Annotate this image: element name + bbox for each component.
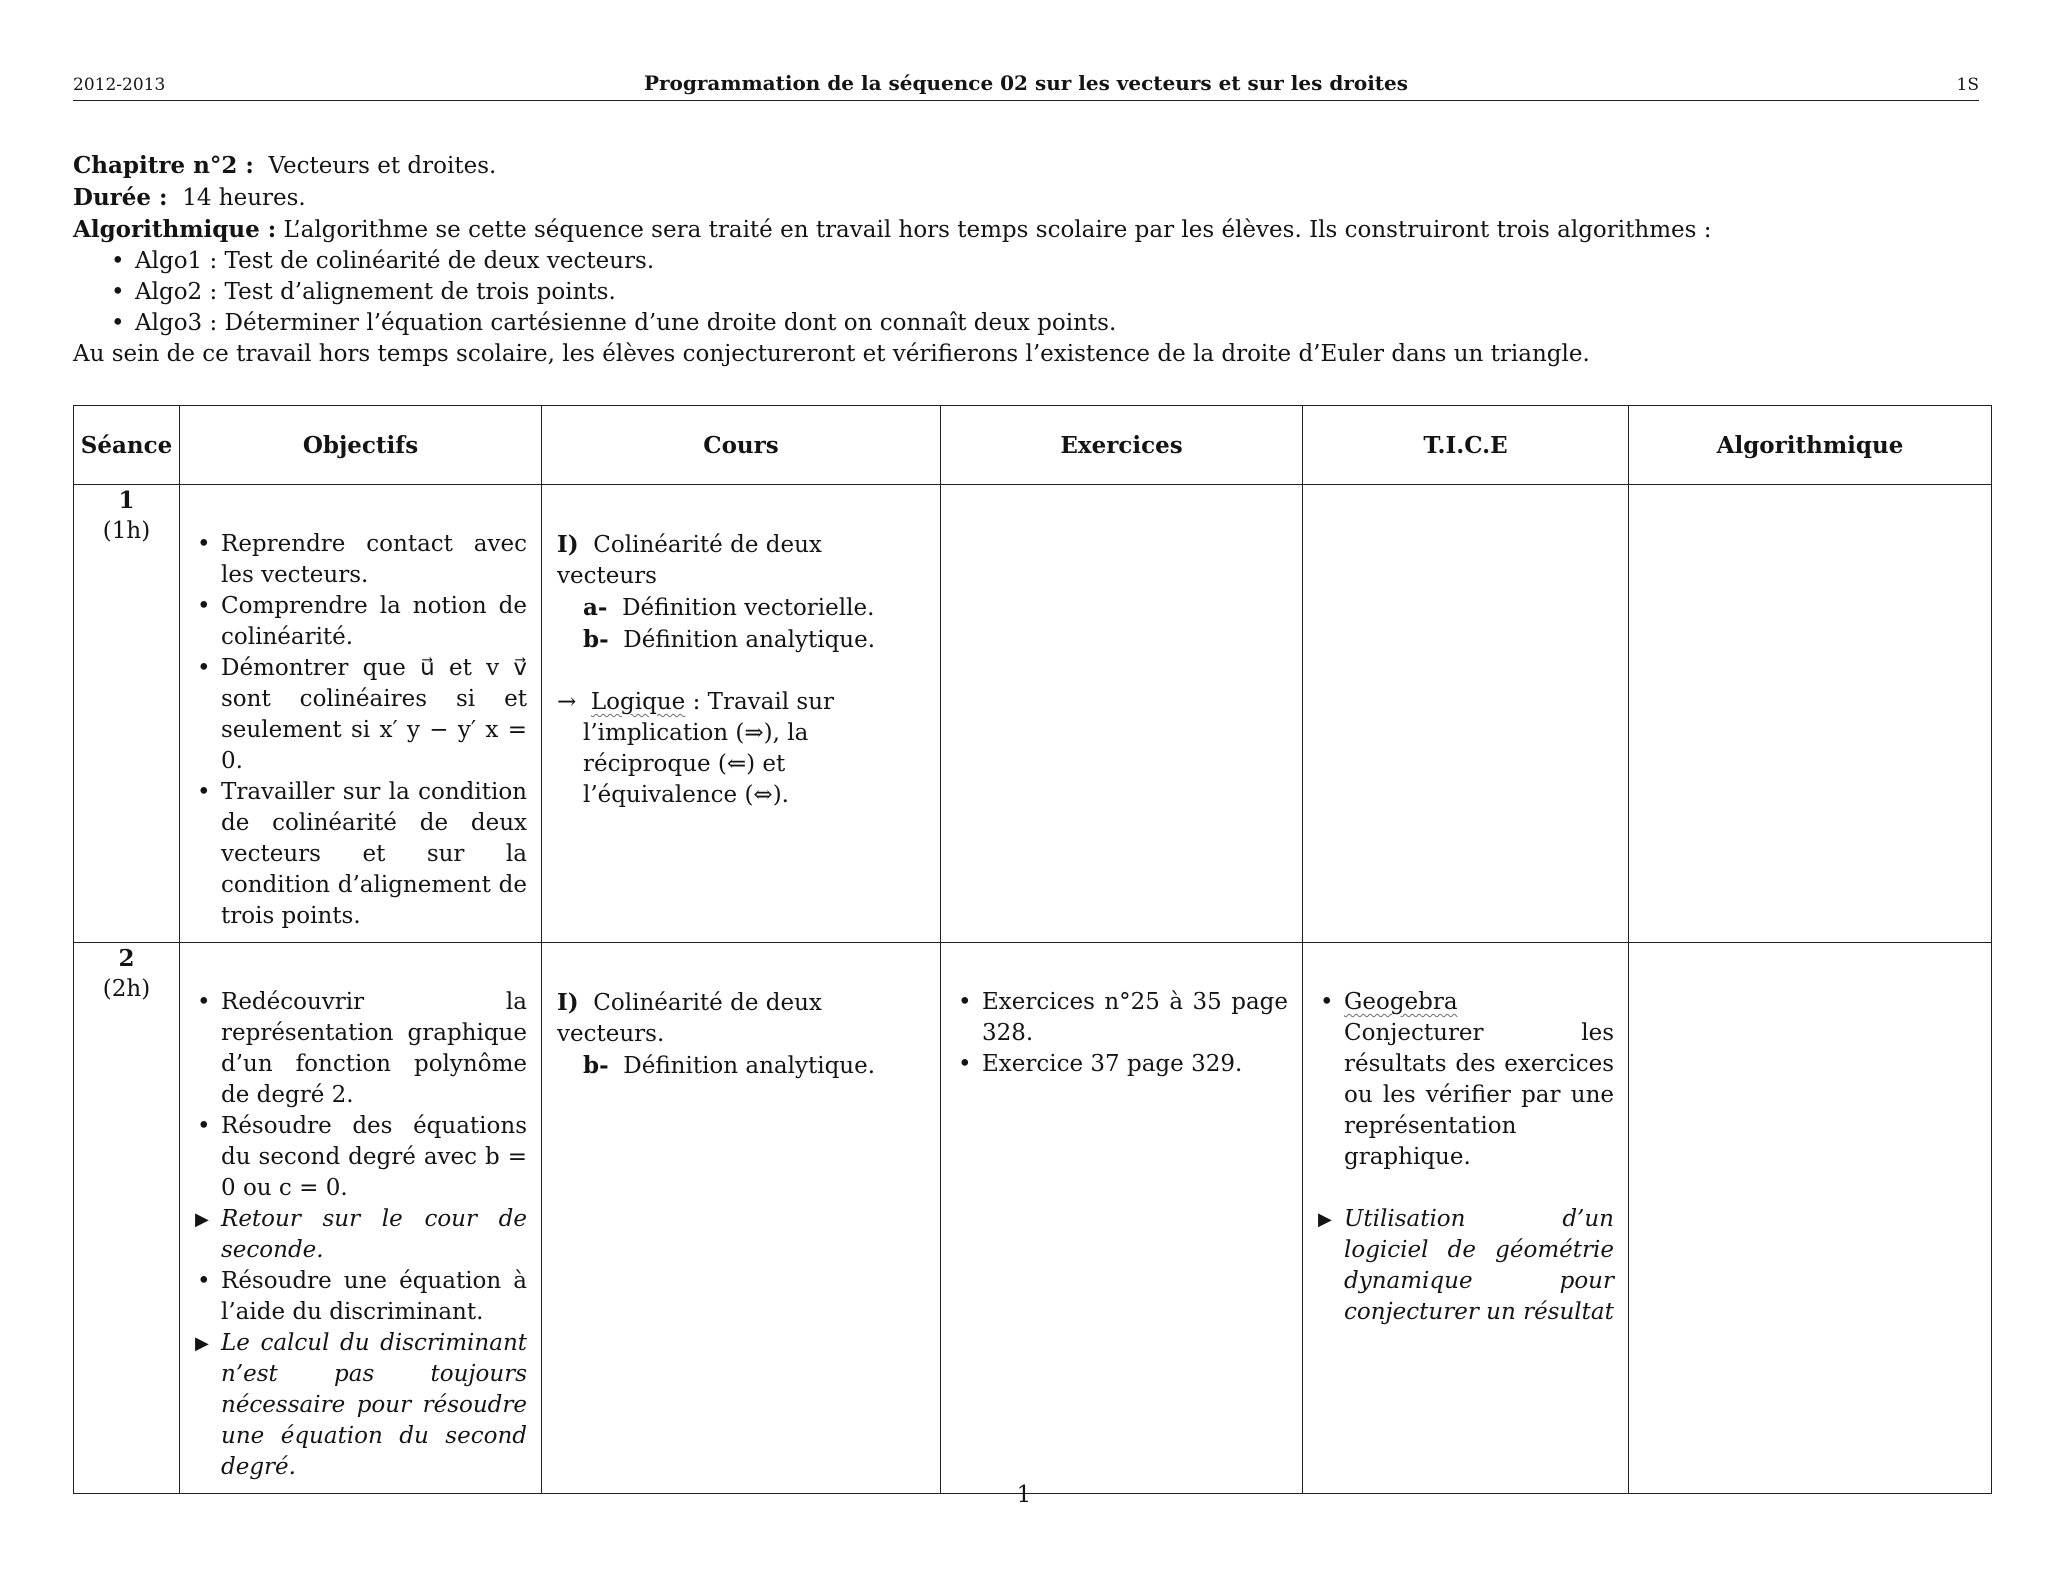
- duree-line: [73, 182, 1973, 214]
- chapitre-label: Chapitre n°2 :: [73, 152, 254, 179]
- section-number: I): [557, 989, 579, 1016]
- column-header-exercices: Exercices: [941, 406, 1303, 485]
- list-item: • Résoudre une équation à l’aide du discriminant.: [195, 1266, 527, 1328]
- list-item: • Reprendre contact avec les vecteurs.: [195, 529, 527, 591]
- seance-cell: [74, 943, 180, 1494]
- list-item: • Algo2 : Test d’alignement de trois points.: [111, 277, 1973, 308]
- column-header-seance: Séance: [74, 406, 180, 485]
- seance-number: 2: [118, 945, 135, 972]
- page-header: [73, 70, 1979, 101]
- page-number: 1: [1016, 1482, 1032, 1508]
- subitem-text: Définition vectorielle.: [622, 595, 875, 621]
- logic-text: : Travail sur l’implication (⇒), la réciproque (⇐) et l’équivalence (⇔).: [583, 689, 835, 808]
- cours-section: [557, 529, 926, 592]
- subitem-text: Définition analytique.: [623, 627, 876, 653]
- conclusion-line: Au sein de ce travail hors temps scolaire, les élèves conjectureront et vérifierons l’existence de la droite d’Euler dans un triangle.: [73, 341, 1590, 367]
- section-number: I): [557, 531, 579, 558]
- list-item: • Algo3 : Déterminer l’équation cartésienne d’une droite dont on connaît deux points.: [111, 308, 1973, 339]
- list-item: • Exercice 37 page 329.: [956, 1049, 1288, 1080]
- logic-word: Logique: [590, 689, 686, 715]
- section-title: Colinéarité de deux vecteurs: [557, 532, 822, 589]
- list-item: [1318, 987, 1614, 1173]
- programmation-table: [73, 405, 1992, 1494]
- list-item: ▶ Le calcul du discriminant n’est pas toujours nécessaire pour résoudre une équation du second degré.: [195, 1328, 527, 1483]
- arrow-icon: →: [557, 689, 577, 715]
- objectifs-list: [195, 529, 527, 932]
- tice-cell: [1303, 485, 1629, 943]
- column-header-cours: Cours: [542, 406, 941, 485]
- objectifs-cell: [180, 943, 542, 1494]
- cours-subitem: [557, 624, 926, 656]
- tice-cell: [1303, 943, 1629, 1494]
- exercices-cell: [941, 943, 1303, 1494]
- header-class: 1S: [1956, 75, 1979, 95]
- algorithmique-cell: [1629, 485, 1992, 943]
- list-item: • Travailler sur la condition de colinéarité de deux vecteurs et sur la condition d’alignement de trois points.: [195, 777, 527, 932]
- cours-cell: [542, 943, 941, 1494]
- tice-software: Geogebra: [1344, 989, 1458, 1015]
- cours-cell: [542, 485, 941, 943]
- table-row: [74, 943, 1992, 1494]
- tice-note: ▶ Utilisation d’un logiciel de géométrie dynamique pour conjecturer un résultat: [1318, 1204, 1614, 1328]
- subitem-text: Définition analytique.: [623, 1053, 876, 1079]
- list-item: • Résoudre des équations du second degré avec b = 0 ou c = 0.: [195, 1111, 527, 1204]
- cours-subitem: [557, 592, 926, 624]
- list-item: • Exercices n°25 à 35 page 328.: [956, 987, 1288, 1049]
- subitem-label: a-: [583, 594, 608, 621]
- column-header-tice: T.I.C.E: [1303, 406, 1629, 485]
- table-row: [74, 485, 1992, 943]
- header-year: 2012-2013: [73, 75, 166, 95]
- chapitre-value: Vecteurs et droites.: [268, 153, 497, 179]
- algo-line: [73, 214, 1973, 246]
- table-header-row: [74, 406, 1992, 485]
- tice-note-list: [1318, 1204, 1614, 1328]
- exercices-list: [956, 987, 1288, 1080]
- list-item: • Démontrer que u⃗ et v v⃗ sont colinéaires si et seulement si x′ y − y′ x = 0.: [195, 653, 527, 777]
- objectifs-cell: [180, 485, 542, 943]
- column-header-algorithmique: Algorithmique: [1629, 406, 1992, 485]
- logic-note: [557, 687, 926, 811]
- seance-number: 1: [118, 487, 135, 514]
- section-title: Colinéarité de deux vecteurs.: [557, 990, 822, 1047]
- tice-text: Conjecturer les résultats des exercices ou les vérifier par une représentation graphique.: [1344, 1020, 1614, 1170]
- column-header-objectifs: Objectifs: [180, 406, 542, 485]
- seance-duration: (1h): [102, 518, 151, 544]
- list-item: • Algo1 : Test de colinéarité de deux vecteurs.: [111, 246, 1973, 277]
- header-title: Programmation de la séquence 02 sur les vecteurs et sur les droites: [643, 71, 1409, 95]
- algo-label: Algorithmique :: [73, 216, 277, 243]
- cours-subitem: [557, 1050, 926, 1082]
- cours-section: [557, 987, 926, 1050]
- intro-section: [73, 150, 1973, 370]
- list-item: ▶ Retour sur le cour de seconde.: [195, 1204, 527, 1266]
- list-item: • Redécouvrir la représentation graphique d’un fonction polynôme de degré 2.: [195, 987, 527, 1111]
- objectifs-list: [195, 987, 527, 1483]
- chapitre-line: [73, 150, 1973, 182]
- seance-cell: [74, 485, 180, 943]
- algorithmique-cell: [1629, 943, 1992, 1494]
- duree-value: 14 heures.: [182, 185, 306, 211]
- seance-duration: (2h): [102, 976, 151, 1002]
- subitem-label: b-: [583, 1052, 609, 1079]
- list-item: • Comprendre la notion de colinéarité.: [195, 591, 527, 653]
- algo-value: L’algorithme se cette séquence sera traité en travail hors temps scolaire par les élèves. Ils construiront trois algorithmes :: [283, 217, 1712, 243]
- duree-label: Durée :: [73, 184, 168, 211]
- subitem-label: b-: [583, 626, 609, 653]
- tice-list: [1318, 987, 1614, 1173]
- algo-list: [73, 246, 1973, 339]
- exercices-cell: [941, 485, 1303, 943]
